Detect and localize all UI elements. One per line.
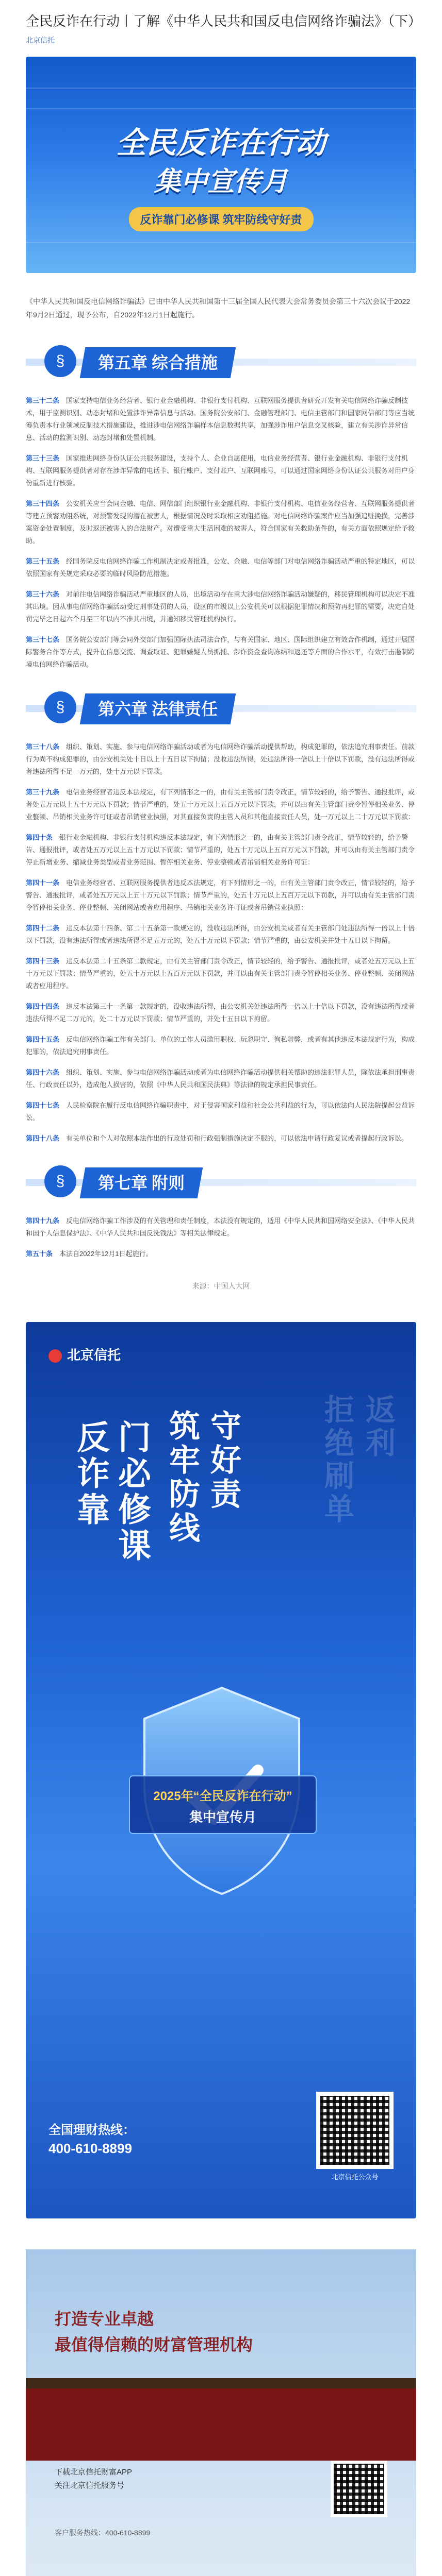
- article-paragraph: 第四十三条 违反本法第二十五条第二款规定，由有关主管部门责令改正，情节较轻的，给予警告、通报批评，或者处五万元以上五十万元以下罚款；情节严重的，处五十万元以上五百万元以下罚款，并可以由有关主管部门责令暂停相关业务、停业整顿、关闭网站或者应用程序。: [26, 957, 415, 990]
- article-paragraph: 第四十九条 反电信网络诈骗工作涉及的有关管理和责任制度，本法没有规定的，适用《中华人民共和国网络安全法》、《中华人民共和国个人信息保护法》、《中华人民共和国反洗钱法》等相关法律规定。: [26, 1217, 415, 1237]
- qr-caption: 北京信托公众号: [331, 2173, 379, 2181]
- download-info: 下载北京信托财富APP 关注北京信托服务号: [55, 2468, 133, 2490]
- article-paragraph: 第四十四条 违反本法第三十一条第一款规定的，没收违法所得，由公安机关处违法所得一倍以上十倍以下罚款，没有违法所得或者违法所得不足二万元的，处二十万元以下罚款；情节严重的，并处十五日以下拘留。: [26, 1003, 415, 1023]
- banner-image: [26, 57, 416, 273]
- article-paragraph: 第三十七条 国务院公安部门等会同外交部门加强国际执法司法合作，与有关国家、地区、国际组织建立有效合作机制，通过开展国际警务合作等方式，提升在信息交流、调查取证、犯罪嫌疑人员抓捕、涉诈资金查询冻结和返还等方面的合作水平，有效打击遏制跨境电信网络诈骗活动。: [26, 636, 415, 668]
- article-paragraph: 第四十五条 反电信网络诈骗工作有关部门、单位的工作人员滥用职权、玩忽职守、徇私舞弊，或者有其他违反本法规定行为，构成犯罪的，依法追究刑事责任。: [26, 1036, 415, 1056]
- poster-tagline: 2025年“全民反诈在行动” 集中宣传月: [129, 1775, 317, 1834]
- brand-logo: 北京信托: [48, 1345, 121, 1364]
- banner-title-1: 全民反诈在行动: [116, 126, 326, 160]
- article-paragraph: 第三十九条 电信业务经营者违反本法规定，有下列情形之一的，由有关主管部门责令改正，情节较轻的，给予警告、通报批评，或者处五万元以上五十万元以下罚款；情节严重的，处五十万元以上五百万元以下罚款，并可以由有关主管部门责令暂停相关业务、停业整顿、吊销相关业务许可证或者吊销营业执照，对其直接负责的主管人员和其他直接责任人员，处一万元以上二十万元以下罚款：: [26, 788, 415, 821]
- article-paragraph: 第三十五条 经国务院反电信网络诈骗工作机制决定或者批准，公安、金融、电信等部门对电信网络诈骗活动严重的特定地区，可以依照国家有关规定采取必要的临时风险防范措施。: [26, 557, 415, 578]
- hotline-block: 全国理财热线： 400-610-8899: [48, 2123, 135, 2156]
- footer-card: [26, 2249, 416, 2576]
- poster-slogan: 守好责: [206, 1410, 241, 1512]
- footer-slogan-1: 打造专业卓越: [55, 2310, 154, 2328]
- article-paragraph: 第四十七条 人民检察院在履行反电信网络诈骗职责中，对于侵害国家利益和社会公共利益的行为，可以依法向人民法院提起公益诉讼。: [26, 1101, 415, 1122]
- chapter-5-heading: [26, 338, 416, 386]
- poster-ghost-text: 拒绝刷单: [320, 1394, 353, 1526]
- article-paragraph: 第四十二条 违反本法第十四条、第二十五条第一款规定的，没收违法所得，由公安机关或者有关主管部门处违法所得一倍以上十倍以下罚款，没有违法所得或者违法所得不足五万元的，处五十万元以下罚款；情节严重的，由公安机关并处十五日以下拘留。: [26, 924, 415, 944]
- article-paragraph: 第四十八条 有关单位和个人对依照本法作出的行政处罚和行政强制措施决定不服的，可以依法申请行政复议或者提起行政诉讼。: [26, 1134, 408, 1142]
- source-note: 来源：中国人大网: [192, 1282, 250, 1290]
- anti-fraud-poster: [26, 1322, 416, 2218]
- qr-code: [331, 2461, 387, 2517]
- article-title: 全民反诈在行动丨了解《中华人民共和国反电信网络诈骗法》（下）: [26, 13, 422, 29]
- chapter-7-heading: [26, 1158, 416, 1207]
- chapter-6-heading: [26, 684, 416, 733]
- article-paragraph: 第三十二条 国家支持电信业务经营者、银行业金融机构、非银行支付机构、互联网服务提供者研究开发有关电信网络诈骗反制技术，用于监测识别、动态封堵和处置涉诈异常信息与活动。国务院公安部门、金融管理部门、电信主管部门和国家网信部门等应当统筹负责本行业领域反制技术措施建设，推进涉电信网络诈骗样本信息数据共享，加强涉诈用户信息交叉核验，建立有关涉诈异常信息、活动的监测识别、动态封堵和处置机制。: [26, 397, 415, 442]
- chapter-6-body: [0, 741, 442, 1145]
- article-paragraph: 第四十一条 电信业务经营者、互联网服务提供者违反本法规定，有下列情形之一的，由有关主管部门责令改正，情节较轻的，给予警告、通报批评，或者处五万元以上五十万元以下罚款；情节严重的，处五十万元以上五百万元以下罚款，并可以由有关主管部门责令暂停相关业务、停业整顿、关闭网站或者应用程序、吊销相关业务许可证或者吊销营业执照：: [26, 879, 415, 911]
- chapter-7-body: [0, 1215, 442, 1260]
- article-paragraph: 第三十六条 对前往电信网络诈骗活动严重地区的人员，出境活动存在重大涉电信网络诈骗活动嫌疑的，移民管理机构可以决定不准其出境。因从事电信网络诈骗活动受过刑事处罚的人员，设区的市级以上公安机关可以根据犯罪情况和预防再犯罪的需要，决定自处罚完毕之日起六个月至三年以内不准其出境，并通知移民管理机构执行。: [26, 590, 415, 623]
- intro-paragraph: 《中华人民共和国反电信网络诈骗法》已由中华人民共和国第十三届全国人民代表大会常务委员会第三十六次会议于2022年9月2日通过，现予公布，自2022年12月1日起施行。: [26, 297, 411, 319]
- qr-code: [316, 2092, 394, 2169]
- chapter-icon: §: [44, 1165, 76, 1197]
- poster-slogan: 门必修课: [113, 1420, 151, 1564]
- account-name[interactable]: 北京信托: [26, 36, 55, 44]
- poster-slogan: 反诈靠: [72, 1420, 109, 1528]
- chapter-7-label: 第七章 附则: [98, 1174, 185, 1192]
- article-meta: [0, 35, 442, 49]
- banner-title-2: 集中宣传月: [154, 167, 288, 197]
- chapter-6-label: 第六章 法律责任: [98, 700, 218, 718]
- article-paragraph: 第三十八条 组织、策划、实施、参与电信网络诈骗活动或者为电信网络诈骗活动提供帮助，构成犯罪的，依法追究刑事责任。前款行为尚不构成犯罪的，由公安机关处十日以上十五日以下拘留；没收违法所得，处违法所得一倍以上十倍以下罚款，没有违法所得或者违法所得不足一万元的，处十万元以下罚款。: [26, 743, 415, 775]
- chapter-icon: §: [44, 691, 76, 723]
- chapter-icon: §: [44, 345, 76, 377]
- article-paragraph: 第三十四条 公安机关应当会同金融、电信、网信部门组织银行业金融机构、非银行支付机构、电信业务经营者、互联网服务提供者等建立预警劝阻系统，对预警发现的潜在被害人，根据情况及时采取相应劝阻措施。对电信网络诈骗案件应当加强追赃挽损，完善涉案资金处置制度，及时返还被害人的合法财产。对遭受重大生活困难的被害人，符合国家有关救助条件的，有关方面依照规定给予救助。: [26, 500, 415, 545]
- article-paragraph: 第四十六条 组织、策划、实施、参与电信网络诈骗活动或者为电信网络诈骗活动提供相关帮助的违法犯罪人员，除依法承担刑事责任、行政责任以外，造成他人损害的，依照《中华人民共和国民法典》等法律的规定承担民事责任。: [26, 1069, 415, 1089]
- chapter-5-label: 第五章 综合措施: [98, 353, 218, 372]
- building-wall: [26, 2388, 416, 2461]
- logo-icon: [48, 1349, 62, 1363]
- footer-slogan-2: 最值得信赖的财富管理机构: [55, 2335, 253, 2354]
- poster-slogan: 筑牢防线: [165, 1410, 200, 1546]
- service-hotline: 客户服务热线：400-610-8899: [55, 2529, 151, 2537]
- chapter-5-body: [0, 395, 442, 671]
- article-paragraph: 第五十条 本法自2022年12月1日起施行。: [26, 1250, 153, 1258]
- banner-tag: 反诈靠门必修课 筑牢防线守好责: [128, 207, 313, 231]
- article-paragraph: 第四十条 银行业金融机构、非银行支付机构违反本法规定，有下列情形之一的，由有关主管部门责令改正，情节较轻的，给予警告、通报批评，或者处五万元以上五十万元以下罚款；情节严重的，处五十万元以上五百万元以下罚款，并可以由有关主管部门责令停止新增业务、缩减业务类型或者业务范围、暂停相关业务、停业整顿或者吊销相关业务许可证：: [26, 834, 415, 866]
- poster-ghost-text: 返利: [361, 1394, 395, 1460]
- article-paragraph: 第三十三条 国家推进网络身份认证公共服务建设，支持个人、企业自愿使用，电信业务经营者、银行业金融机构、非银行支付机构、互联网服务提供者对存在涉诈异常的电话卡、银行账户、支付账户、互联网账号，可以通过国家网络身份认证公共服务对用户身份重新进行核验。: [26, 454, 415, 487]
